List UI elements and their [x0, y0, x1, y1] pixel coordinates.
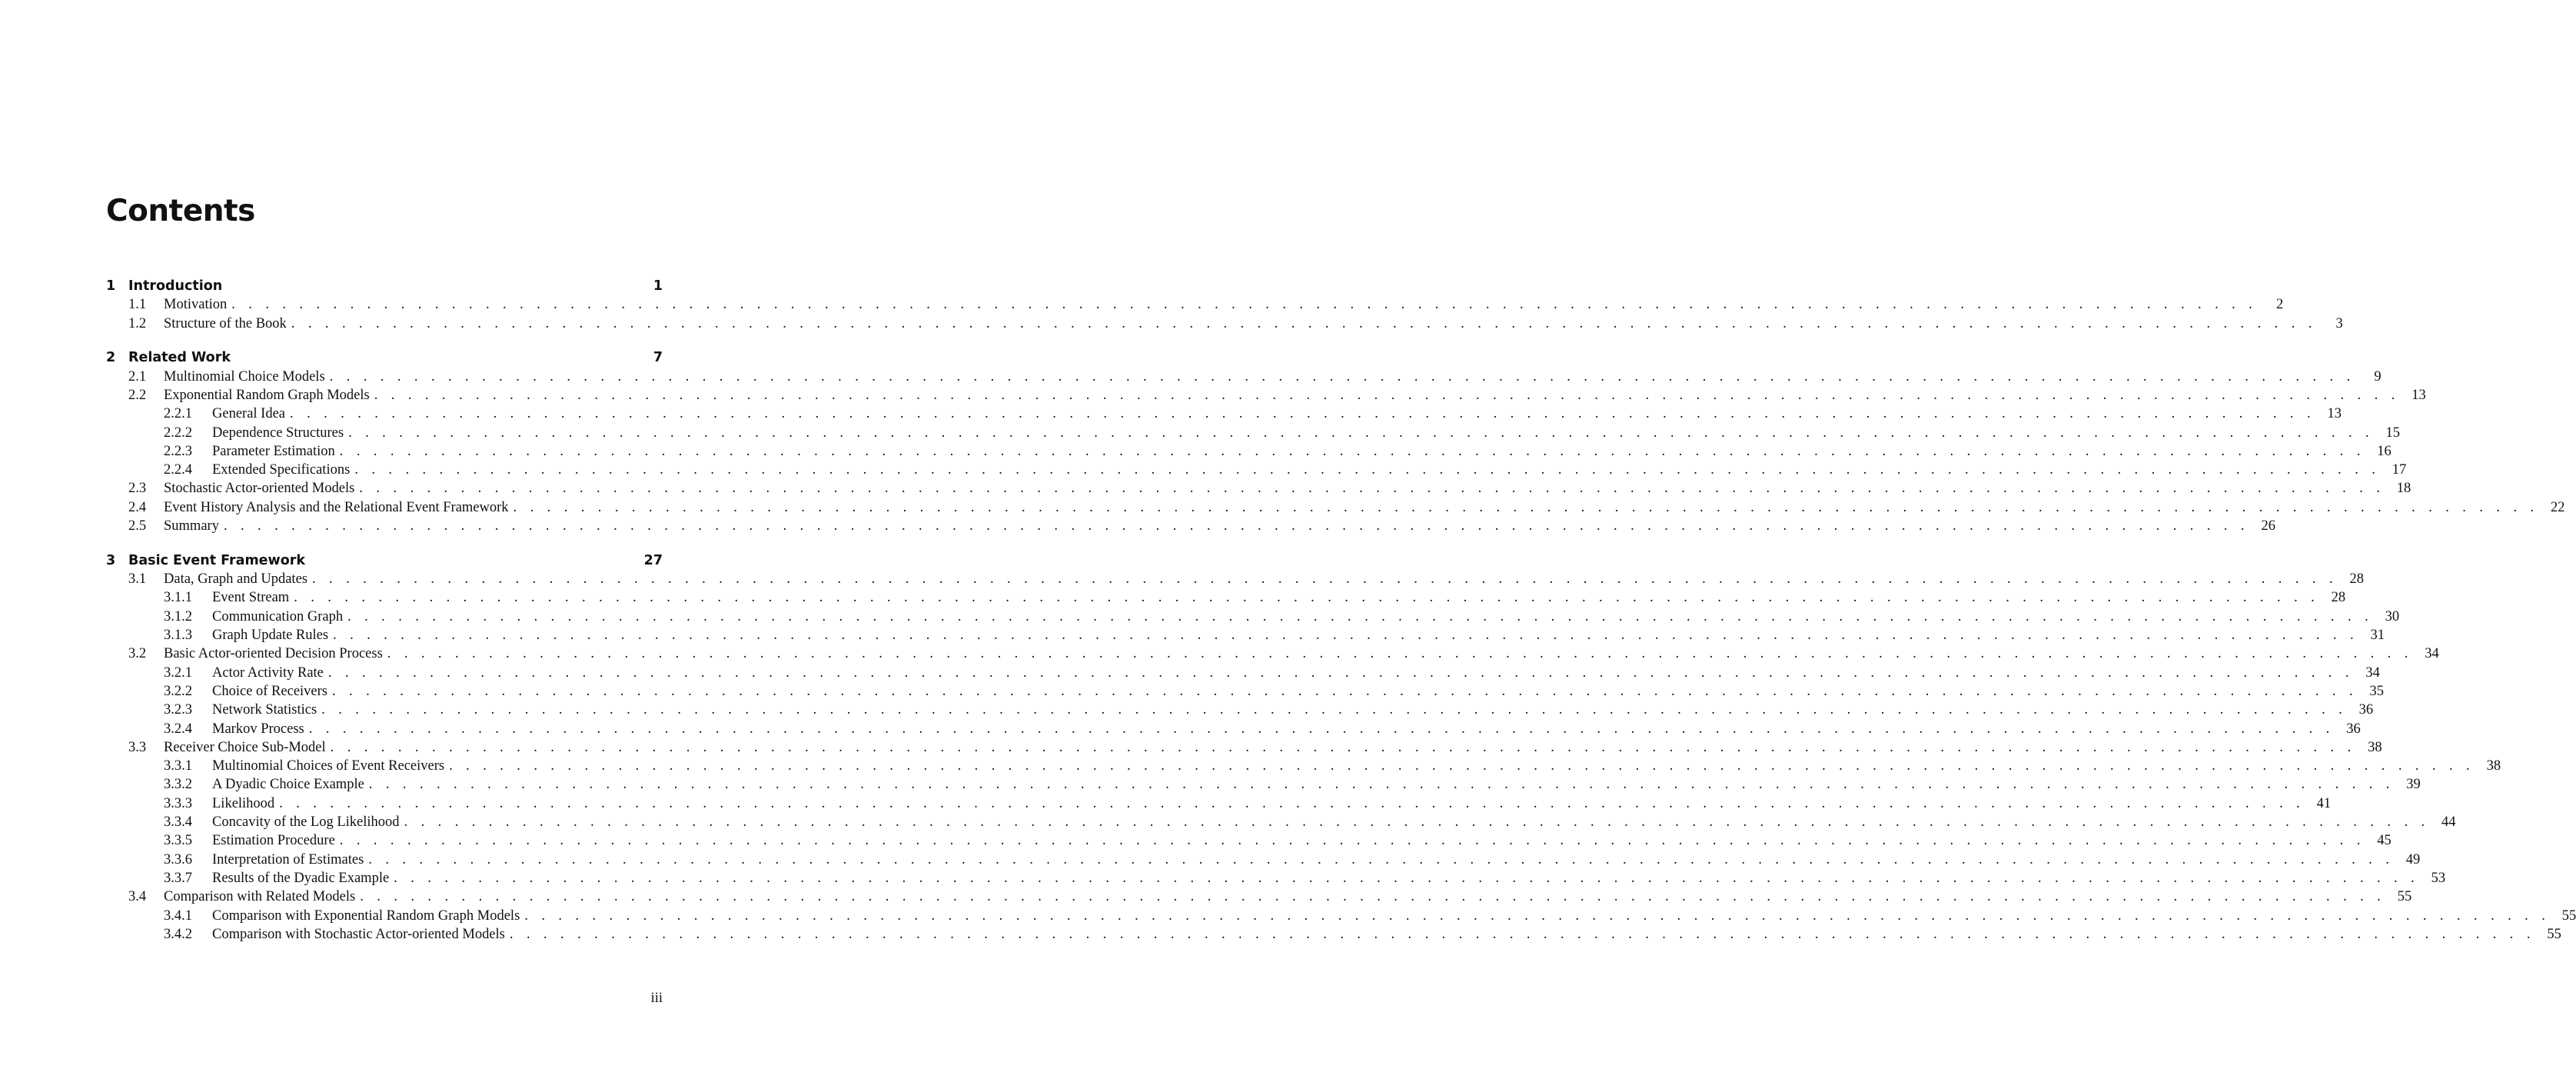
toc-section-number: 2.2 [128, 387, 147, 403]
toc-subsection-number: 3.3.5 [164, 833, 192, 849]
chapter-page: 1 [653, 278, 663, 294]
toc-subsection-title: Markov Process [212, 721, 304, 737]
toc-subsection-title: Actor Activity Rate [212, 664, 324, 681]
toc-section-page: 22 [2551, 499, 2565, 515]
toc-subsection[interactable] [106, 425, 2401, 444]
toc-section-page: 28 [2349, 571, 2364, 588]
toc-section-page: 38 [2368, 739, 2382, 755]
toc-subsection[interactable] [106, 814, 2456, 833]
toc-subsection-page: 53 [2431, 870, 2446, 886]
dot-leader: . . . . . . . . . . . . . . . . . . . . . . . . . . . . . . . . . . . . . . . . . . . . . . . . . . . . . . . . . . . . . . . . . . . . . . . . . . . . . . . . . . . . . . . . . . . . . . . . . . . . . . . . . . . . . . . . . . . . . . . . [290, 406, 2315, 422]
toc-subsection[interactable] [106, 833, 2392, 851]
toc-section[interactable] [106, 368, 2382, 388]
toc-section-page: 13 [2411, 387, 2426, 403]
toc-subsection-number: 3.2.1 [164, 664, 192, 681]
toc-subsection-number: 2.2.2 [164, 425, 192, 441]
dot-leader: . . . . . . . . . . . . . . . . . . . . . . . . . . . . . . . . . . . . . . . . . . . . . . . . . . . . . . . . . . . . . . . . . . . . . . . . . . . . . . . . . . . . . . . . . . . . . . . . . . . . . . . . . . . . . . . . . . . . . . . . [348, 425, 2375, 441]
toc-subsection-title: Parameter Estimation [212, 443, 335, 459]
toc-subsection-title: Multinomial Choices of Event Receivers [212, 758, 445, 774]
toc-subsection-page: 45 [2377, 833, 2392, 849]
chapter-number: 3 [106, 552, 116, 568]
chapter-page: 27 [643, 552, 663, 568]
page-number: iii [650, 991, 663, 1006]
toc-subsection-number: 3.3.6 [164, 851, 192, 868]
toc-section-title: Basic Actor-oriented Decision Process [164, 646, 383, 662]
toc-subsection-page: 36 [2346, 721, 2361, 737]
dot-leader: . . . . . . . . . . . . . . . . . . . . . . . . . . . . . . . . . . . . . . . . . . . . . . . . . . . . . . . . . . . . . . . . . . . . . . . . . . . . . . . . . . . . . . . . . . . . . . . . . . . . . . . . . . . . . . . . . . . . . . . . [327, 664, 2354, 681]
toc-subsection-number: 3.4.1 [164, 907, 192, 924]
dot-leader: . . . . . . . . . . . . . . . . . . . . . . . . . . . . . . . . . . . . . . . . . . . . . . . . . . . . . . . . . . . . . . . . . . . . . . . . . . . . . . . . . . . . . . . . . . . . . . . . . . . . . . . . . . . . . . . . . . . . . . . . [354, 462, 2381, 478]
toc-section-title: Data, Graph and Updates [164, 571, 307, 588]
dot-leader: . . . . . . . . . . . . . . . . . . . . . . . . . . . . . . . . . . . . . . . . . . . . . . . . . . . . . . . . . . . . . . . . . . . . . . . . . . . . . . . . . . . . . . . . . . . . . . . . . . . . . . . . . . . . . . . . . . . . . . . . [449, 758, 2475, 774]
dot-leader: . . . . . . . . . . . . . . . . . . . . . . . . . . . . . . . . . . . . . . . . . . . . . . . . . . . . . . . . . . . . . . . . . . . . . . . . . . . . . . . . . . . . . . . . . . . . . . . . . . . . . . . . . . . . . . . . . . . . . . . . [312, 571, 2338, 588]
toc-section[interactable] [106, 739, 2382, 758]
chapter-number: 2 [106, 350, 116, 366]
toc-subsection-number: 2.2.1 [164, 406, 192, 422]
toc-section[interactable] [106, 499, 2565, 518]
dot-leader: . . . . . . . . . . . . . . . . . . . . . . . . . . . . . . . . . . . . . . . . . . . . . . . . . . . . . . . . . . . . . . . . . . . . . . . . . . . . . . . . . . . . . . . . . . . . . . . . . . . . . . . . . . . . . . . . . . . . . . . . [368, 777, 2395, 793]
dot-leader: . . . . . . . . . . . . . . . . . . . . . . . . . . . . . . . . . . . . . . . . . . . . . . . . . . . . . . . . . . . . . . . . . . . . . . . . . . . . . . . . . . . . . . . . . . . . . . . . . . . . . . . . . . . . . . . . . . . . . . . . [339, 833, 2365, 849]
dot-leader: . . . . . . . . . . . . . . . . . . . . . . . . . . . . . . . . . . . . . . . . . . . . . . . . . . . . . . . . . . . . . . . . . . . . . . . . . . . . . . . . . . . . . . . . . . . . . . . . . . . . . . . . . . . . . . . . . . . . . . . . [333, 628, 2359, 644]
toc-subsection-page: 36 [2358, 702, 2374, 718]
dot-leader: . . . . . . . . . . . . . . . . . . . . . . . . . . . . . . . . . . . . . . . . . . . . . . . . . . . . . . . . . . . . . . . . . . . . . . . . . . . . . . . . . . . . . . . . . . . . . . . . . . . . . . . . . . . . . . . . . . . . . . . . [359, 481, 2385, 497]
dot-leader: . . . . . . . . . . . . . . . . . . . . . . . . . . . . . . . . . . . . . . . . . . . . . . . . . . . . . . . . . . . . . . . . . . . . . . . . . . . . . . . . . . . . . . . . . . . . . . . . . . . . . . . . . . . . . . . . . . . . . . . . [524, 907, 2551, 924]
toc-section-title: Motivation [164, 297, 228, 313]
toc-section-page: 3 [2335, 315, 2343, 331]
toc-subsection[interactable] [106, 608, 2400, 628]
toc-subsection-title: Comparison with Exponential Random Graph Models [212, 907, 520, 924]
toc-section-page: 2 [2275, 297, 2284, 313]
toc-section[interactable] [106, 387, 2426, 406]
toc-subsection-title: Event Stream [212, 590, 290, 606]
dot-leader: . . . . . . . . . . . . . . . . . . . . . . . . . . . . . . . . . . . . . . . . . . . . . . . . . . . . . . . . . . . . . . . . . . . . . . . . . . . . . . . . . . . . . . . . . . . . . . . . . . . . . . . . . . . . . . . . . . . . . . . . [360, 889, 2386, 905]
toc-subsection-page: 28 [2331, 590, 2346, 606]
toc-section-title: Comparison with Related Models [164, 889, 356, 905]
toc-section-number: 3.1 [128, 571, 147, 588]
dot-leader: . . . . . . . . . . . . . . . . . . . . . . . . . . . . . . . . . . . . . . . . . . . . . . . . . . . . . . . . . . . . . . . . . . . . . . . . . . . . . . . . . . . . . . . . . . . . . . . . . . . . . . . . . . . . . . . . . . . . . . . . [330, 739, 2356, 755]
toc-subsection-title: A Dyadic Choice Example [212, 777, 364, 793]
chapter-title: Related Work [128, 350, 231, 366]
toc-chapter-entry[interactable] [106, 553, 663, 571]
dot-leader: . . . . . . . . . . . . . . . . . . . . . . . . . . . . . . . . . . . . . . . . . . . . . . . . . . . . . . . . . . . . . . . . . . . . . . . . . . . . . . . . . . . . . . . . . . . . . . . . . . . . . . . . . . . . . . . . . . . . . . . . [347, 608, 2374, 624]
toc-subsection-page: 39 [2406, 777, 2421, 793]
chapter-page: 7 [653, 350, 663, 366]
toc-subsection[interactable] [106, 462, 2407, 481]
dot-leader: . . . . . . . . . . . . . . . . . . . . . . . . . . . . . . . . . . . . . . . . . . . . . . . . . . . . . . . . . . . . . . . . . . . . . . . . . . . . . . . . . . . . . . . . . . . . . . . . . . . . . . . . . . . . . . . . . . . . . . . . [387, 646, 2413, 662]
toc-subsection[interactable] [106, 628, 2385, 646]
toc-section-number: 2.5 [128, 518, 147, 535]
toc-subsection-number: 3.3.4 [164, 814, 192, 831]
dot-leader: . . . . . . . . . . . . . . . . . . . . . . . . . . . . . . . . . . . . . . . . . . . . . . . . . . . . . . . . . . . . . . . . . . . . . . . . . . . . . . . . . . . . . . . . . . . . . . . . . . . . . . . . . . . . . . . . . . . . . . . . [294, 590, 2320, 606]
toc-section-number: 3.3 [128, 739, 147, 755]
toc-section[interactable] [106, 315, 2343, 335]
chapter-title: Introduction [128, 278, 223, 294]
toc-subsection[interactable] [106, 758, 2501, 777]
toc-section-page: 34 [2425, 646, 2439, 662]
toc-subsection-number: 3.1.1 [164, 590, 192, 606]
table-of-contents [106, 278, 2576, 961]
toc-subsection-page: 34 [2365, 664, 2380, 681]
dot-leader: . . . . . . . . . . . . . . . . . . . . . . . . . . . . . . . . . . . . . . . . . . . . . . . . . . . . . . . . . . . . . . . . . . . . . . . . . . . . . . . . . . . . . . . . . . . . . . . . . . . . . . . . . . . . . . . . . . . . . . . . [329, 368, 2355, 385]
toc-subsection-title: Extended Specifications [212, 462, 351, 478]
toc-subsection-number: 3.2.4 [164, 721, 192, 737]
dot-leader: . . . . . . . . . . . . . . . . . . . . . . . . . . . . . . . . . . . . . . . . . . . . . . . . . . . . . . . . . . . . . . . . . . . . . . . . . . . . . . . . . . . . . . . . . . . . . . . . . . . . . . . . . . . . . . . . . . . . . . . . [321, 702, 2348, 718]
toc-subsection-title: Estimation Procedure [212, 833, 335, 849]
toc-section-title: Structure of the Book [164, 315, 287, 331]
toc-subsection-page: 41 [2316, 795, 2332, 811]
toc-section[interactable] [106, 889, 2412, 907]
toc-subsection-title: Graph Update Rules [212, 628, 329, 644]
toc-subsection-page: 15 [2385, 425, 2401, 441]
toc-subsection-title: Network Statistics [212, 702, 317, 718]
dot-leader: . . . . . . . . . . . . . . . . . . . . . . . . . . . . . . . . . . . . . . . . . . . . . . . . . . . . . . . . . . . . . . . . . . . . . . . . . . . . . . . . . . . . . . . . . . . . . . . . . . . . . . . . . . . . . . . . . . . . . . . . [404, 814, 2430, 831]
toc-subsection-title: General Idea [212, 406, 286, 422]
toc-section-number: 3.4 [128, 889, 147, 905]
toc-section-number: 2.4 [128, 499, 147, 515]
toc-subsection-number: 3.1.2 [164, 608, 192, 624]
toc-subsection-title: Comparison with Stochastic Actor-oriented Models [212, 926, 505, 942]
toc-subsection-number: 3.3.3 [164, 795, 192, 811]
toc-chapter [106, 552, 2576, 945]
toc-subsection-page: 55 [2547, 926, 2561, 942]
dot-leader: . . . . . . . . . . . . . . . . . . . . . . . . . . . . . . . . . . . . . . . . . . . . . . . . . . . . . . . . . . . . . . . . . . . . . . . . . . . . . . . . . . . . . . . . . . . . . . . . . . . . . . . . . . . . . . . . . . . . . . . . [374, 387, 2400, 403]
toc-subsection[interactable] [106, 590, 2346, 608]
toc-subsection-title: Communication Graph [212, 608, 344, 624]
toc-section-page: 55 [2397, 889, 2412, 905]
toc-subsection-number: 2.2.4 [164, 462, 192, 478]
toc-subsection-title: Concavity of the Log Likelihood [212, 814, 400, 831]
toc-section-number: 2.3 [128, 481, 147, 497]
toc-subsection[interactable] [106, 702, 2374, 721]
toc-section-number: 2.1 [128, 368, 147, 385]
dot-leader: . . . . . . . . . . . . . . . . . . . . . . . . . . . . . . . . . . . . . . . . . . . . . . . . . . . . . . . . . . . . . . . . . . . . . . . . . . . . . . . . . . . . . . . . . . . . . . . . . . . . . . . . . . . . . . . . . . . . . . . . [332, 683, 2358, 699]
toc-subsection-page: 13 [2327, 406, 2342, 422]
toc-subsection-title: Choice of Receivers [212, 683, 327, 699]
toc-subsection[interactable] [106, 664, 2380, 684]
toc-subsection[interactable] [106, 926, 2561, 945]
toc-subsection[interactable] [106, 907, 2576, 927]
dot-leader: . . . . . . . . . . . . . . . . . . . . . . . . . . . . . . . . . . . . . . . . . . . . . . . . . . . . . . . . . . . . . . . . . . . . . . . . . . . . . . . . . . . . . . . . . . . . . . . . . . . . . . . . . . . . . . . . . . . . . . . . [223, 518, 2249, 535]
toc-section-title: Event History Analysis and the Relational Event Framework [164, 499, 509, 515]
toc-subsection-number: 3.3.2 [164, 777, 192, 793]
toc-section-page: 9 [2374, 368, 2382, 385]
toc-chapter-entry[interactable] [106, 278, 663, 297]
toc-subsection-page: 35 [2369, 683, 2384, 699]
dot-leader: . . . . . . . . . . . . . . . . . . . . . . . . . . . . . . . . . . . . . . . . . . . . . . . . . . . . . . . . . . . . . . . . . . . . . . . . . . . . . . . . . . . . . . . . . . . . . . . . . . . . . . . . . . . . . . . . . . . . . . . . [509, 926, 2535, 942]
toc-section-page: 26 [2261, 518, 2275, 535]
toc-subsection[interactable] [106, 795, 2332, 814]
toc-subsection-number: 3.2.3 [164, 702, 192, 718]
toc-subsection-number: 3.3.1 [164, 758, 192, 774]
toc-subsection-page: 31 [2370, 628, 2385, 644]
toc-subsection-page: 30 [2385, 608, 2400, 624]
toc-subsection-number: 3.1.3 [164, 628, 192, 644]
dot-leader: . . . . . . . . . . . . . . . . . . . . . . . . . . . . . . . . . . . . . . . . . . . . . . . . . . . . . . . . . . . . . . . . . . . . . . . . . . . . . . . . . . . . . . . . . . . . . . . . . . . . . . . . . . . . . . . . . . . . . . . . [291, 315, 2317, 331]
dot-leader: . . . . . . . . . . . . . . . . . . . . . . . . . . . . . . . . . . . . . . . . . . . . . . . . . . . . . . . . . . . . . . . . . . . . . . . . . . . . . . . . . . . . . . . . . . . . . . . . . . . . . . . . . . . . . . . . . . . . . . . . [513, 499, 2539, 515]
toc-subsection-page: 44 [2441, 814, 2456, 831]
toc-subsection-title: Results of the Dyadic Example [212, 870, 390, 886]
toc-section-number: 3.2 [128, 646, 147, 662]
toc-section[interactable] [106, 571, 2364, 590]
dot-leader: . . . . . . . . . . . . . . . . . . . . . . . . . . . . . . . . . . . . . . . . . . . . . . . . . . . . . . . . . . . . . . . . . . . . . . . . . . . . . . . . . . . . . . . . . . . . . . . . . . . . . . . . . . . . . . . . . . . . . . . . [279, 795, 2305, 811]
toc-section-title: Summary [164, 518, 219, 535]
toc-subsection-number: 2.2.3 [164, 443, 192, 459]
toc-section-title: Exponential Random Graph Models [164, 387, 370, 403]
toc-section-title: Multinomial Choice Models [164, 368, 325, 385]
chapter-number: 1 [106, 278, 116, 294]
toc-subsection[interactable] [106, 870, 2446, 889]
toc-section[interactable] [106, 481, 2411, 499]
toc-subsection[interactable] [106, 683, 2384, 702]
toc-subsection[interactable] [106, 851, 2421, 871]
toc-subsection-title: Dependence Structures [212, 425, 344, 441]
dot-leader: . . . . . . . . . . . . . . . . . . . . . . . . . . . . . . . . . . . . . . . . . . . . . . . . . . . . . . . . . . . . . . . . . . . . . . . . . . . . . . . . . . . . . . . . . . . . . . . . . . . . . . . . . . . . . . . . . . . . . . . . [394, 870, 2420, 886]
dot-leader: . . . . . . . . . . . . . . . . . . . . . . . . . . . . . . . . . . . . . . . . . . . . . . . . . . . . . . . . . . . . . . . . . . . . . . . . . . . . . . . . . . . . . . . . . . . . . . . . . . . . . . . . . . . . . . . . . . . . . . . . [231, 297, 2258, 313]
toc-section[interactable] [106, 297, 2284, 315]
toc-subsection-number: 3.3.7 [164, 870, 192, 886]
toc-section-number: 1.1 [128, 297, 147, 313]
dot-leader: . . . . . . . . . . . . . . . . . . . . . . . . . . . . . . . . . . . . . . . . . . . . . . . . . . . . . . . . . . . . . . . . . . . . . . . . . . . . . . . . . . . . . . . . . . . . . . . . . . . . . . . . . . . . . . . . . . . . . . . . [368, 851, 2395, 868]
toc-subsection-number: 3.2.2 [164, 683, 192, 699]
toc-subsection[interactable] [106, 777, 2421, 795]
toc-section-title: Stochastic Actor-oriented Models [164, 481, 355, 497]
toc-subsection-number: 3.4.2 [164, 926, 192, 942]
toc-section[interactable] [106, 646, 2439, 664]
toc-section-page: 18 [2396, 481, 2411, 497]
toc-subsection-page: 49 [2405, 851, 2421, 868]
toc-subsection-title: Likelihood [212, 795, 275, 811]
toc-chapter-entry[interactable] [106, 350, 663, 368]
toc-subsection[interactable] [106, 443, 2392, 462]
toc-subsection-page: 38 [2486, 758, 2501, 774]
chapter-title: Basic Event Framework [128, 552, 306, 568]
dot-leader: . . . . . . . . . . . . . . . . . . . . . . . . . . . . . . . . . . . . . . . . . . . . . . . . . . . . . . . . . . . . . . . . . . . . . . . . . . . . . . . . . . . . . . . . . . . . . . . . . . . . . . . . . . . . . . . . . . . . . . . . [339, 443, 2365, 459]
toc-subsection-page: 55 [2561, 907, 2576, 924]
toc-subsection[interactable] [106, 406, 2342, 425]
toc-chapter [106, 278, 2343, 335]
toc-chapter [106, 350, 2565, 537]
toc-subsection-page: 17 [2392, 462, 2407, 478]
toc-section-number: 1.2 [128, 315, 147, 331]
toc-subsection[interactable] [106, 721, 2361, 740]
toc-subsection-page: 16 [2377, 443, 2392, 459]
toc-subsection-title: Interpretation of Estimates [212, 851, 364, 868]
page-title: Contents [106, 194, 255, 228]
dot-leader: . . . . . . . . . . . . . . . . . . . . . . . . . . . . . . . . . . . . . . . . . . . . . . . . . . . . . . . . . . . . . . . . . . . . . . . . . . . . . . . . . . . . . . . . . . . . . . . . . . . . . . . . . . . . . . . . . . . . . . . . [308, 721, 2335, 737]
toc-section-title: Receiver Choice Sub-Model [164, 739, 326, 755]
toc-section[interactable] [106, 518, 2275, 537]
